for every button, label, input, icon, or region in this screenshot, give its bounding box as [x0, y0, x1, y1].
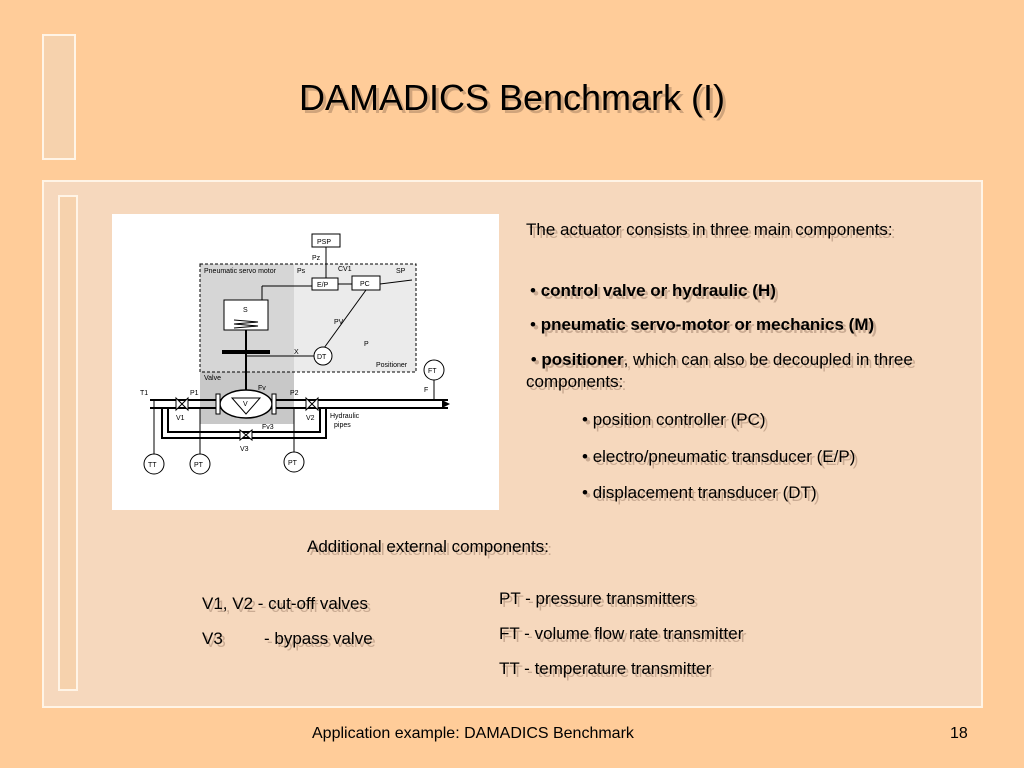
page-number: 18	[950, 725, 968, 742]
additional-heading: Additional external components:	[307, 537, 549, 556]
diagram-s: S	[243, 307, 248, 314]
component-1-bold: control valve or hydraulic (H)	[540, 281, 776, 300]
diagram-tt: TT	[148, 462, 157, 469]
actuator-diagram	[112, 214, 499, 510]
subcomponent-item-1: • position controller (PC)	[582, 410, 766, 429]
diagram-pipes: pipes	[334, 422, 351, 429]
transmitter-2: FT - volume flow rate transmitter	[499, 624, 744, 643]
diagram-positioner: Positioner	[376, 362, 408, 369]
diagram-pt-2: PT	[288, 460, 297, 467]
valve-row-1	[202, 593, 368, 615]
diagram-servo-label: Pneumatic servo motor	[204, 268, 276, 275]
valve-2-desc: - bypass valve	[264, 629, 373, 648]
diagram-sp: SP	[396, 268, 406, 275]
diagram-ft: FT	[428, 368, 437, 375]
transmitter-1: PT - pressure transmitters	[499, 589, 696, 608]
footer-text: Application example: DAMADICS Benchmark	[312, 725, 634, 742]
intro-text: The actuator consists in three main components:	[526, 220, 893, 239]
transmitter-3: TT - temperature transmitter	[499, 659, 712, 678]
diagram-v3: V3	[240, 446, 249, 453]
valve-1-desc: - cut-off valves	[257, 594, 369, 613]
diagram-ep: E/P	[317, 282, 329, 289]
diagram-v2: V2	[306, 415, 315, 422]
diagram-v1: V1	[176, 415, 185, 422]
component-item-3: • positioner, which can also be decoupled in three components:	[526, 350, 913, 391]
component-3-rest: , which can also be decoupled in three components:	[526, 350, 913, 391]
diagram-f: F	[424, 387, 429, 394]
diagram-p: P	[364, 341, 369, 348]
component-item-1: • control valve or hydraulic (H)	[530, 281, 776, 300]
component-item-2: • pneumatic servo-motor or mechanics (M)	[530, 315, 875, 334]
subcomponent-item-3: • displacement transducer (DT)	[582, 483, 817, 502]
diagram-valve: Valve	[204, 375, 221, 382]
diagram-cv1: CV1	[338, 266, 352, 273]
diagram-pz: Pz	[312, 255, 321, 262]
valve-1-code: V1, V2	[202, 594, 254, 613]
diagram-hydraulic: Hydraulic	[330, 413, 360, 420]
diagram-t1: T1	[140, 390, 149, 397]
subcomponent-2-text: electro/pneumatic transducer (E/P)	[592, 447, 856, 466]
decor-bar-left	[58, 195, 78, 691]
valve-row-2	[202, 628, 373, 650]
valve-2-code: V3	[202, 629, 223, 648]
subcomponent-item-2: • electro/pneumatic transducer (E/P)	[582, 447, 856, 466]
diagram-pv: PV	[334, 319, 344, 326]
slide-title: DAMADICS Benchmark (I)	[298, 77, 726, 118]
diagram-pc: PC	[360, 281, 370, 288]
subcomponent-1-text: position controller (PC)	[592, 410, 766, 429]
subcomponent-3-text: displacement transducer (DT)	[592, 483, 817, 502]
diagram-p1: P1	[190, 390, 199, 397]
diagram-dt: DT	[317, 354, 327, 361]
diagram-fv: Fv	[258, 385, 266, 392]
component-2-bold: pneumatic servo-motor or mechanics (M)	[540, 315, 875, 334]
component-3-bold: positioner	[541, 350, 624, 369]
diagram-fv3: Fv3	[262, 424, 274, 431]
diagram-ps: Ps	[297, 268, 306, 275]
diagram-v: V	[243, 401, 248, 408]
diagram-psp: PSP	[317, 239, 332, 246]
diagram-pt-1: PT	[194, 462, 203, 469]
diagram-p2: P2	[290, 390, 299, 397]
diagram-x: X	[294, 349, 299, 356]
